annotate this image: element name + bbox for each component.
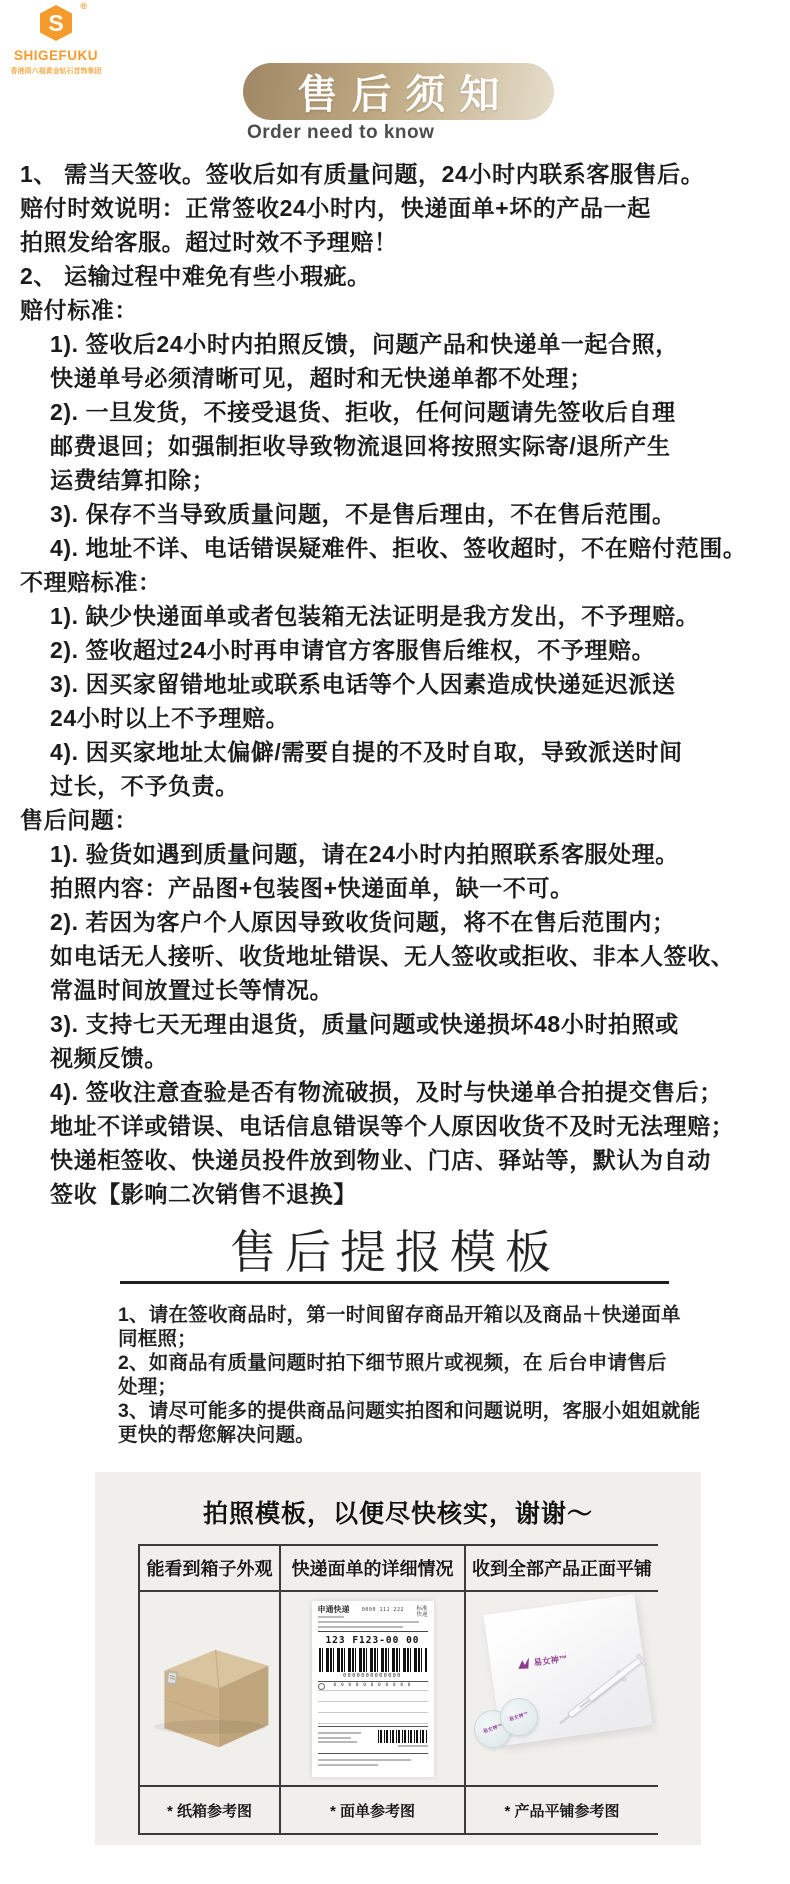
notice-line: 售后问题： — [20, 807, 138, 833]
barcode-digits: 0000000000000 — [343, 1672, 402, 1679]
notice-line: 视频反馈。 — [50, 1045, 168, 1071]
waybill-fineprint — [318, 1621, 419, 1623]
notice-line: 1). 验货如遇到质量问题，请在24小时内拍照联系客服处理。 — [50, 841, 679, 867]
photo-panel-title: 拍照模板，以便尽快核实，谢谢～ — [202, 1500, 593, 1528]
notice-line: 快递柜签收、快递员投件放到物业、门店、驿站等，默认为自动 — [50, 1147, 711, 1173]
notice-line: 拍照内容：产品图+包装图+快递面单，缺一不可。 — [50, 875, 574, 901]
notice-line: 4). 因买家地址太偏僻/需要自提的不及时自取，导致派送时间 — [50, 739, 683, 765]
notice-line: 过长，不予负责。 — [50, 773, 239, 799]
notice-text — [0, 157, 790, 1211]
cardboard-box-image — [140, 1592, 279, 1785]
notice-line: 3). 保存不当导致质量问题，不是售后理由，不在售后范围。 — [50, 501, 676, 527]
table-header-box: 能看到箱子外观 — [140, 1546, 279, 1590]
notice-line: 3). 因买家留错地址或联系电话等个人因素造成快递延迟派送 — [50, 671, 676, 697]
waybill-bottom-rows — [318, 1753, 428, 1766]
waybill-courier: 申通快递 — [318, 1606, 350, 1618]
notice-line: 24小时以上不予理赔。 — [50, 705, 290, 731]
notice-line: 4). 地址不详、电话错误疑难件、拒收、签收超时，不在赔付范围。 — [50, 535, 747, 561]
waybill-form-rows: 0 0 0 0 0 0 0 0 0 0 0 — [318, 1681, 428, 1724]
notice-line: 如电话无人接听、收货地址错误、无人签收或拒收、非本人签收、 — [50, 943, 735, 969]
svg-text:S: S — [48, 10, 64, 36]
template-line: 更快的帮您解决问题。 — [118, 1424, 316, 1446]
notice-line: 赔付标准： — [20, 297, 138, 323]
template-line: 同框照； — [118, 1328, 197, 1350]
waybill-second-section — [318, 1726, 428, 1750]
notice-line: 不理赔标准： — [20, 569, 162, 595]
product-brand-text: 易女神™ — [532, 1653, 569, 1668]
brand-tagline: 香港周六福黄金钻石首饰集团 — [10, 68, 102, 75]
notice-line: 1). 缺少快递面单或者包装箱无法证明是我方发出，不予理赔。 — [50, 603, 700, 629]
template-line: 处理； — [118, 1376, 178, 1398]
product-flatlay-image — [466, 1592, 658, 1785]
waybill-fineprint — [318, 1626, 404, 1628]
notice-line: 签收【影响二次销售不退换】 — [50, 1181, 357, 1207]
notice-line: 1). 签收后24小时内拍照反馈，问题产品和快递单一起合照， — [50, 331, 679, 357]
waybill-code: 123 F123-00 00 — [318, 1631, 428, 1646]
caption-products: * 产品平铺参考图 — [466, 1787, 658, 1833]
barcode-small — [378, 1730, 428, 1743]
notice-line: 4). 签收注意查验是否有物流破损，及时与快递单合拍提交售后； — [50, 1079, 723, 1105]
template-line: 1、请在签收商品时，第一时间留存商品开箱以及商品＋快递面单 — [118, 1304, 681, 1326]
brand-name: SHIGEFUKU — [13, 48, 98, 63]
brand-swoosh-icon — [516, 1657, 533, 1671]
waybill-label — [312, 1601, 434, 1777]
waybill-phone: 0000 111 222 — [361, 1606, 405, 1613]
caption-waybill: * 面单参考图 — [281, 1787, 464, 1833]
barcode — [319, 1648, 427, 1672]
notice-line: 2). 若因为客户个人原因导致收货问题，将不在售后范围内； — [50, 909, 676, 935]
notice-line: 赔付时效说明：正常签收24小时内，快递面单+坏的产品一起 — [20, 195, 651, 221]
notice-line: 邮费退回；如强制拒收导致物流退回将按照实际寄/退所产生 — [50, 433, 671, 459]
brand-logo — [8, 1, 104, 76]
template-line: 2、如商品有质量问题时拍下细节照片或视频，在 后台申请售后 — [118, 1352, 667, 1374]
template-line: 3、请尽可能多的提供商品问题实拍图和问题说明，客服小姐姐就能 — [118, 1400, 701, 1422]
divider — [120, 1281, 669, 1284]
product-brand-mark — [516, 1652, 568, 1671]
photo-reference-table — [138, 1544, 658, 1835]
template-section-title: 售后提报模板 — [230, 1226, 560, 1278]
registered-trademark: ® — [80, 1, 87, 11]
brand-hexagon-s-icon — [38, 4, 74, 42]
table-header-products: 收到全部产品正面平铺 — [466, 1546, 658, 1590]
notice-line: 1、 需当天签收。签收后如有质量问题，24小时内联系客服售后。 — [20, 161, 705, 187]
template-instructions — [118, 1303, 701, 1447]
after-sales-banner: 售后须知 — [243, 63, 554, 120]
notice-line: 运费结算扣除； — [50, 467, 216, 493]
box-shadow — [154, 1720, 266, 1734]
after-sales-subtitle: Order need to know — [247, 122, 435, 143]
cardboard-box-icon — [142, 1616, 278, 1762]
caption-box: * 纸箱参考图 — [140, 1787, 279, 1833]
notice-line: 地址不详或错误、电话信息错误等个人原因收货不及时无法理赔； — [50, 1113, 735, 1139]
notice-line: 2、 运输过程中难免有些小瑕疵。 — [20, 263, 371, 289]
notice-line: 2). 一旦发货，不接受退货、拒收，任何问题请先签收后自理 — [50, 399, 676, 425]
waybill-pin-icon — [318, 1683, 325, 1690]
notice-line: 3). 支持七天无理由退货，质量问题或快递损坏48小时拍照或 — [50, 1011, 679, 1037]
notice-line: 快递单号必须清晰可见，超时和无快递单都不处理； — [50, 365, 593, 391]
blister-disc-icon: 易女神™ — [474, 1710, 512, 1748]
notice-line: 拍照发给客服。超过时效不予理赔！ — [20, 229, 398, 255]
table-header-waybill: 快递面单的详细情况 — [281, 1546, 464, 1590]
blister-disc-icon: 易女神™ — [500, 1698, 538, 1736]
notice-line: 2). 签收超过24小时再申请官方客服售后维权，不予理赔。 — [50, 637, 656, 663]
waybill-reference-image — [281, 1592, 464, 1785]
waybill-service-type: 标准 快递 — [416, 1605, 428, 1618]
photo-template-panel — [95, 1472, 701, 1845]
notice-line: 常温时间放置过长等情况。 — [50, 977, 334, 1003]
